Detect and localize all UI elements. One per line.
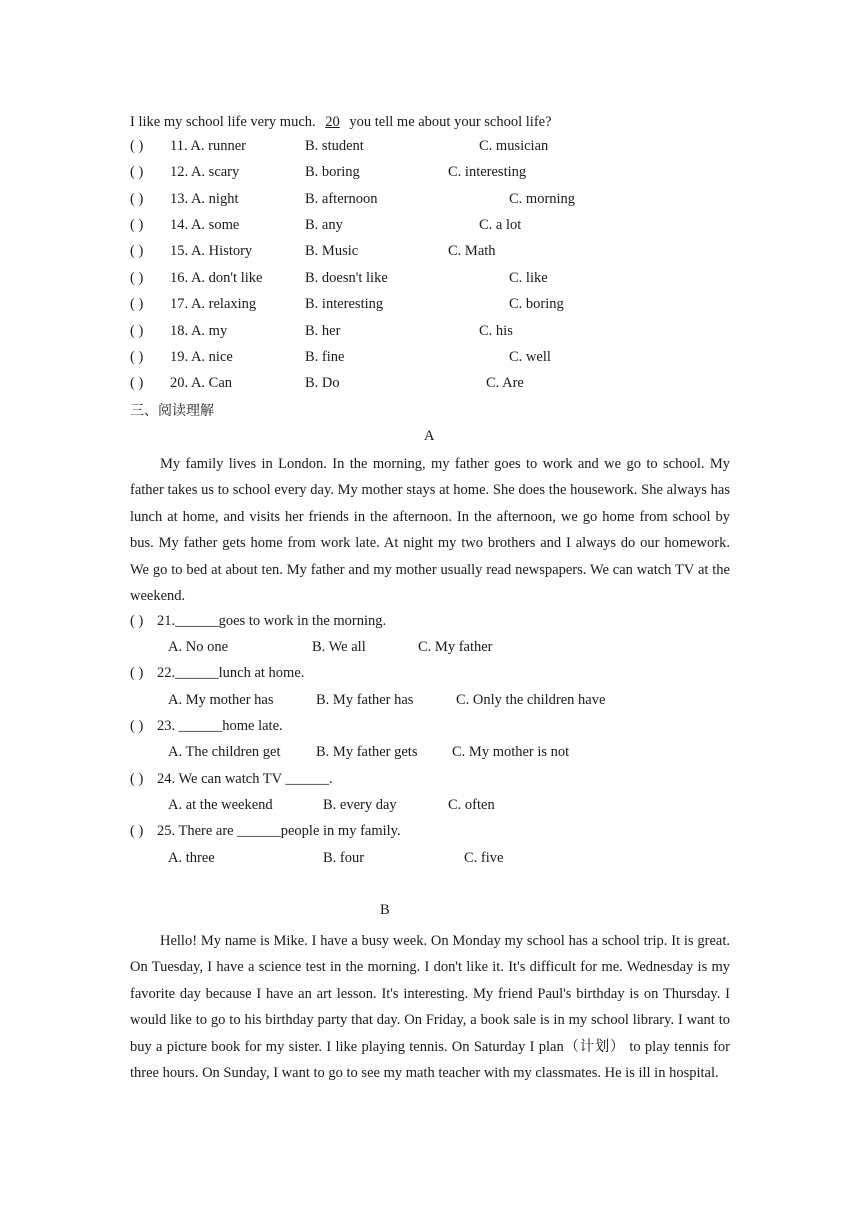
option-b: B. every day [323, 797, 397, 813]
option-a: 15. A. History [170, 243, 253, 259]
option-a: A. The children get [168, 744, 281, 760]
option-b: B. We all [312, 639, 366, 655]
option-c: C. a lot [479, 217, 522, 233]
option-b: B. her [305, 323, 341, 339]
answer-paren[interactable]: ( ) [130, 323, 144, 339]
option-a: 19. A. nice [170, 349, 233, 365]
option-c: C. interesting [448, 164, 527, 180]
answer-paren[interactable]: ( ) [130, 270, 144, 286]
option-c: C. My mother is not [452, 744, 570, 760]
passage-b-text: Hello! My name is Mike. I have a busy week. On Monday my school has a school trip. It is great. On Tuesday, I have a science test in the morning. I don't like it. It's difficult for me. Wednesday is my favorite day because I have an art lesson. It's interesting. My friend Paul's birthday is on Thursday. I would like to go to his birthday party that day. On Friday, a book sale is in my school library. I want to buy a picture book for my sister. I like playing tennis. On Saturday I plan（计划） to play tennis for three hours. On Sunday, I want to go to see my math teacher with my classmates. He is ill in hospital. [130, 933, 730, 1082]
intro-before: I like my school life very much. [130, 114, 316, 130]
question-stem: 25. There are ______people in my family. [157, 823, 401, 839]
answer-paren[interactable]: ( ) [130, 191, 144, 207]
passage-a-text: My family lives in London. In the morning, my father goes to work and we go to school. My father takes us to school every day. My mother stays at home. She does the housework. She always has lunch at home, and visits her friends in the afternoon. In the afternoon, we go home from school by bus. My father gets home from work late. At night my two brothers and I always do our homework. We go to bed at about ten. My father and my mother usually read newspapers. We can watch TV at the weekend. [130, 456, 730, 605]
option-b: B. afternoon [305, 191, 378, 207]
option-c: C. like [509, 270, 548, 286]
option-b: B. Do [305, 375, 340, 391]
option-a: 13. A. night [170, 191, 239, 207]
option-a: A. No one [168, 639, 229, 655]
option-b: B. four [323, 850, 365, 866]
option-a: 20. A. Can [170, 375, 233, 391]
option-a: 11. A. runner [170, 138, 246, 154]
question-stem: 23. ______home late. [157, 718, 283, 734]
answer-paren[interactable]: ( ) [130, 138, 144, 154]
option-b: B. My father gets [316, 744, 418, 760]
option-b: B. My father has [316, 692, 414, 708]
intro-blank: 20 [325, 114, 340, 130]
passage-a-title: A [424, 428, 435, 444]
answer-paren[interactable]: ( ) [130, 613, 144, 629]
option-c: C. five [464, 850, 504, 866]
question-stem: 24. We can watch TV ______. [157, 771, 333, 787]
answer-paren[interactable]: ( ) [130, 217, 144, 233]
option-c: C. boring [509, 296, 564, 312]
option-a: 18. A. my [170, 323, 228, 339]
option-c: C. My father [418, 639, 493, 655]
answer-paren[interactable]: ( ) [130, 771, 144, 787]
option-a: 12. A. scary [170, 164, 240, 180]
question-stem: 21.______goes to work in the morning. [157, 613, 387, 629]
option-b: B. student [305, 138, 364, 154]
answer-paren[interactable]: ( ) [130, 349, 144, 365]
option-a: 16. A. don't like [170, 270, 263, 286]
option-c: C. morning [509, 191, 576, 207]
option-a: A. three [168, 850, 215, 866]
answer-paren[interactable]: ( ) [130, 164, 144, 180]
option-b: B. doesn't like [305, 270, 388, 286]
option-c: C. Only the children have [456, 692, 606, 708]
answer-paren[interactable]: ( ) [130, 665, 144, 681]
option-c: C. Are [486, 375, 524, 391]
option-b: B. fine [305, 349, 345, 365]
option-b: B. Music [305, 243, 359, 259]
passage-b-title: B [380, 902, 390, 918]
answer-paren[interactable]: ( ) [130, 296, 144, 312]
option-a: 17. A. relaxing [170, 296, 257, 312]
option-c: C. often [448, 797, 495, 813]
answer-paren[interactable]: ( ) [130, 823, 144, 839]
option-b: B. boring [305, 164, 360, 180]
option-a: 14. A. some [170, 217, 240, 233]
option-c: C. well [509, 349, 551, 365]
intro-after: you tell me about your school life? [349, 114, 552, 130]
option-a: A. at the weekend [168, 797, 273, 813]
option-c: C. Math [448, 243, 496, 259]
intro-line [130, 112, 552, 132]
section-heading: 三、阅读理解 [130, 403, 214, 419]
option-c: C. musician [479, 138, 549, 154]
option-a: A. My mother has [168, 692, 274, 708]
answer-paren[interactable]: ( ) [130, 375, 144, 391]
answer-paren[interactable]: ( ) [130, 718, 144, 734]
answer-paren[interactable]: ( ) [130, 243, 144, 259]
option-b: B. any [305, 217, 343, 233]
question-stem: 22.______lunch at home. [157, 665, 305, 681]
option-b: B. interesting [305, 296, 384, 312]
option-c: C. his [479, 323, 513, 339]
